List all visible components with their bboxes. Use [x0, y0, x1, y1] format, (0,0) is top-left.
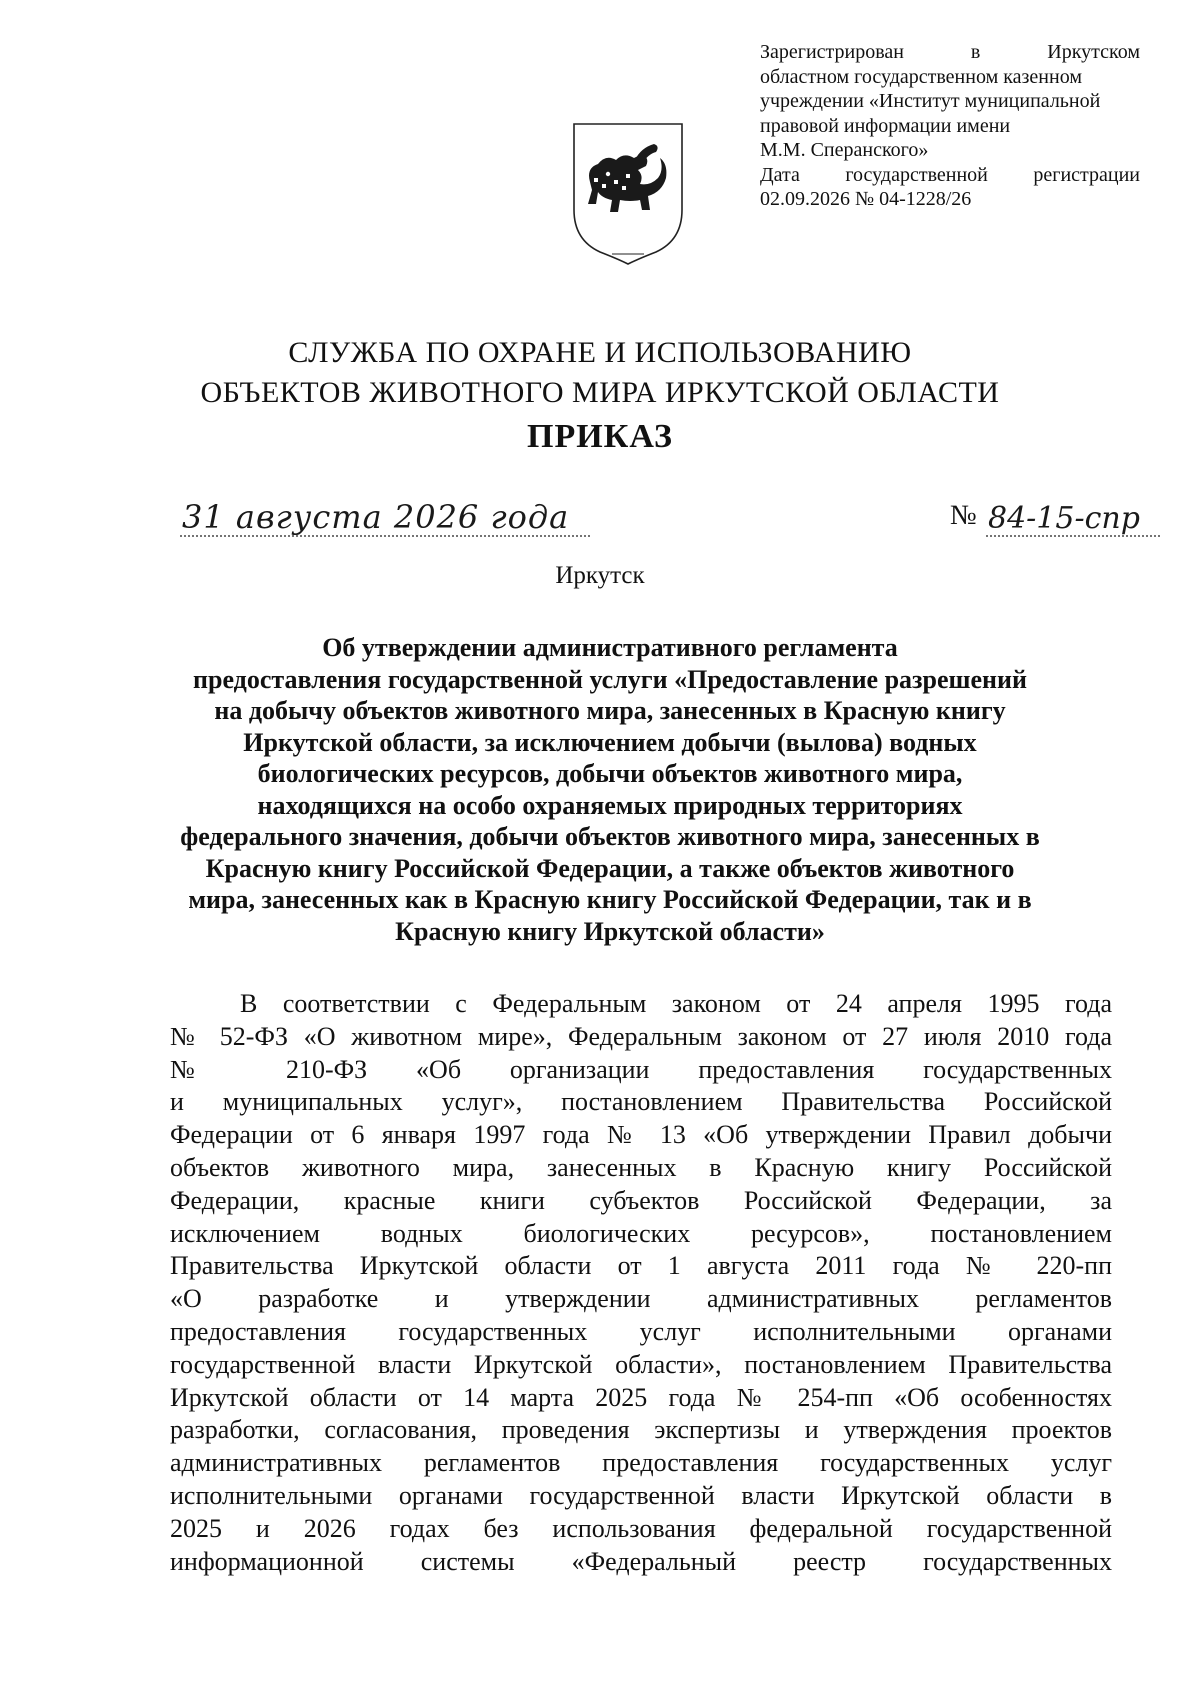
body-line: Федерации, красные книги субъектов Российской Федерации, за [170, 1185, 1112, 1215]
order-date-handwritten [180, 494, 620, 544]
irkutsk-coat-of-arms-icon [568, 118, 688, 268]
body-line: В соответствии с Федеральным законом от 24 апреля 1995 года [240, 989, 1112, 1018]
subject-line: Об утверждении административного регламента [322, 633, 898, 662]
body-line: административных регламентов предоставления государственных услуг [170, 1448, 1112, 1478]
body-line: Иркутской области от 14 марта 2025 года № 254-пп «Об особенностях [170, 1382, 1112, 1412]
body-line: Правительства Иркутской области от 1 августа 2011 года № 220-пп [170, 1251, 1112, 1281]
body-line: № 52-ФЗ «О животном мире», Федеральным законом от 27 июля 2010 года [170, 1021, 1112, 1051]
body-line: информационной системы «Федеральный реестр государственных [170, 1546, 1112, 1576]
body-line: № 210-ФЗ «Об организации предоставления государственных [170, 1054, 1112, 1084]
body-line: предоставления государственных услуг исполнительными органами [170, 1316, 1112, 1346]
body-line: объектов животного мира, занесенных в Красную книгу Российской [170, 1152, 1112, 1182]
body-line: Федерации от 6 января 1997 года № 13 «Об утверждении Правил добычи [170, 1120, 1112, 1150]
order-number-text: 84-15-спр [988, 501, 1140, 536]
order-title: ПРИКАЗ [527, 418, 673, 455]
registration-number: 02.09.2026 № 04-1228/26 [760, 188, 972, 210]
body-line: разработки, согласования, проведения экспертизы и утверждения проектов [170, 1415, 1112, 1445]
body-paragraph [170, 988, 1112, 1578]
subject-line: Красную книгу Российской Федерации, а также объектов животного [205, 853, 1015, 883]
order-date-text: 31 августа 2026 года [182, 498, 570, 536]
subject-line: мира, занесенных как в Красную книгу Российской Федерации, так и в [188, 885, 1032, 914]
order-number-block [950, 494, 1170, 544]
body-line: «О разработке и утверждении административных регламентов [170, 1284, 1112, 1314]
registration-line-1: Зарегистрирован в Иркутском [760, 41, 1140, 63]
agency-name-line-1: СЛУЖБА ПО ОХРАНЕ И ИСПОЛЬЗОВАНИЮ [288, 336, 912, 369]
subject-line: Красную книгу Иркутской области» [395, 916, 825, 946]
subject-line: федерального значения, добычи объектов животного мира, занесенных в [180, 822, 1040, 851]
subject-line: на добычу объектов животного мира, занесенных в Красную книгу [214, 696, 1006, 725]
number-sign: № [950, 500, 977, 531]
subject-line: биологических ресурсов, добычи объектов животного мира, [257, 759, 963, 788]
registration-line-2: областном государственном казенном [760, 65, 1082, 88]
registration-line-3: учреждении «Институт муниципальной [760, 90, 1101, 112]
registration-line-6: Дата государственной регистрации [760, 163, 1140, 186]
registration-line-4: правовой информации имени [760, 114, 1011, 137]
subject-line: Иркутской области, за исключением добычи (вылова) водных [243, 727, 977, 757]
order-subject [160, 632, 1060, 947]
agency-name-line-2: ОБЪЕКТОВ ЖИВОТНОГО МИРА ИРКУТСКОЙ ОБЛАСТИ [200, 376, 1000, 409]
city-name: Иркутск [555, 562, 645, 589]
registration-line-5: М.М. Сперанского» [760, 139, 929, 161]
registration-note [760, 40, 1140, 212]
body-line: 2025 и 2026 годах без использования федеральной государственной [170, 1513, 1112, 1543]
body-line: и муниципальных услуг», постановлением Правительства Российской [170, 1087, 1112, 1117]
subject-line: предоставления государственной услуги «Предоставление разрешений [193, 664, 1027, 694]
body-line: исполнительными органами государственной власти Иркутской области в [170, 1480, 1112, 1510]
body-line: государственной власти Иркутской области», постановлением Правительства [170, 1349, 1112, 1379]
subject-line: находящихся на особо охраняемых природных территориях [257, 790, 963, 820]
body-line: исключением водных биологических ресурсов», постановлением [170, 1218, 1112, 1248]
